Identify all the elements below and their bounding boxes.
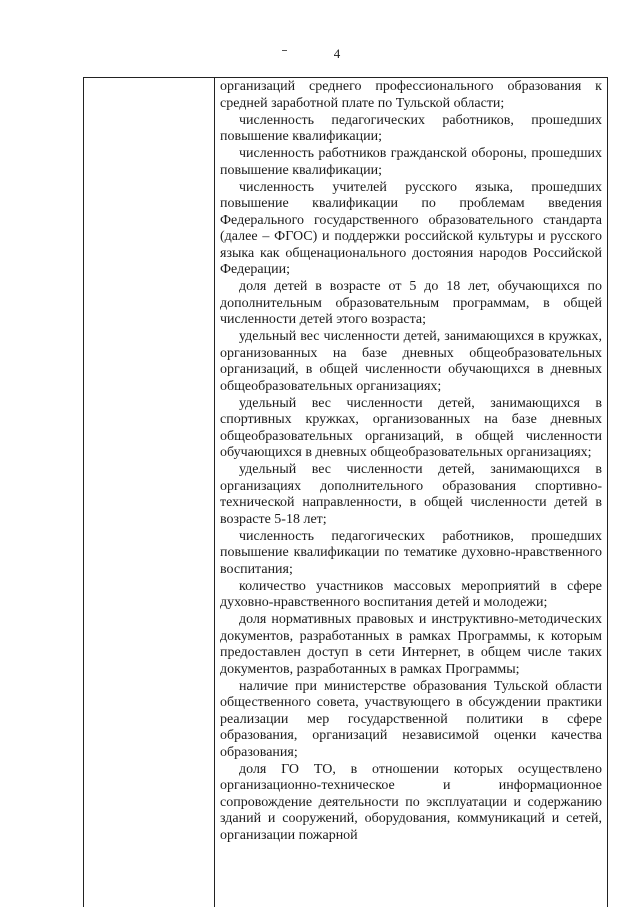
indicator-paragraph: доля ГО ТО, в отношении которых осуществлено организационно-техническое и информационное сопровождение деятельности по эксплуатации и содержанию зданий и сооружений, оборудования, коммуникаций и сетей, организации пожарной <box>220 761 602 843</box>
indicator-table <box>83 77 608 907</box>
indicator-paragraph: численность работников гражданской обороны, прошедших повышение квалификации; <box>220 146 602 178</box>
indicator-paragraph: наличие при министерстве образования Тульской области общественного совета, участвующего в обсуждении практики реализации мер государственной политики в сфере образования, организаций независимой оценки качества образования; <box>220 678 602 760</box>
indicator-paragraph: удельный вес численности детей, занимающихся в спортивных кружках, организованных на базе дневных общеобразовательных организаций, в общей численности обучающихся в дневных общеобразовательных организациях; <box>220 395 602 460</box>
indicator-paragraph: доля нормативных правовых и инструктивно-методических документов, разработанных в рамках Программы, к которым предоставлен доступ в сети Интернет, в общем числе таких документов, разработанных в рамках Программы; <box>220 612 602 677</box>
indicator-paragraph: численность учителей русского языка, прошедших повышение квалификации по проблемам введения Федерального государственного образовательного стандарта (далее – ФГОС) и поддержки российской культуры и русского языка как общенационального достояния народов Российской Федерации; <box>220 179 602 277</box>
indicator-paragraph: организаций среднего профессионального образования к средней заработной плате по Тульской области; <box>220 79 602 111</box>
indicator-paragraph: удельный вес численности детей, занимающихся в кружках, организованных на базе дневных общеобразовательных организаций, в общей численности обучающихся в дневных общеобразовательных организациях; <box>220 329 602 394</box>
table-left-cell <box>84 78 214 907</box>
indicator-paragraph: удельный вес численности детей, занимающихся в организациях дополнительного образования спортивно-технической направленности, в общей численности детей в возрасте 5-18 лет; <box>220 462 602 527</box>
indicator-paragraph: численность педагогических работников, прошедших повышение квалификации по тематике духовно-нравственного воспитания; <box>220 528 602 577</box>
column-divider <box>214 78 215 907</box>
indicator-paragraph: доля детей в возрасте от 5 до 18 лет, обучающихся по дополнительным образовательным программам, в общей численности детей этого возраста; <box>220 279 602 327</box>
table-right-cell <box>220 79 602 845</box>
page-number: 4 <box>333 46 341 61</box>
indicator-paragraph: численность педагогических работников, прошедших повышение квалификации; <box>220 112 602 144</box>
indicator-paragraph: количество участников массовых мероприятий в сфере духовно-нравственного воспитания детей и молодежи; <box>220 578 602 610</box>
